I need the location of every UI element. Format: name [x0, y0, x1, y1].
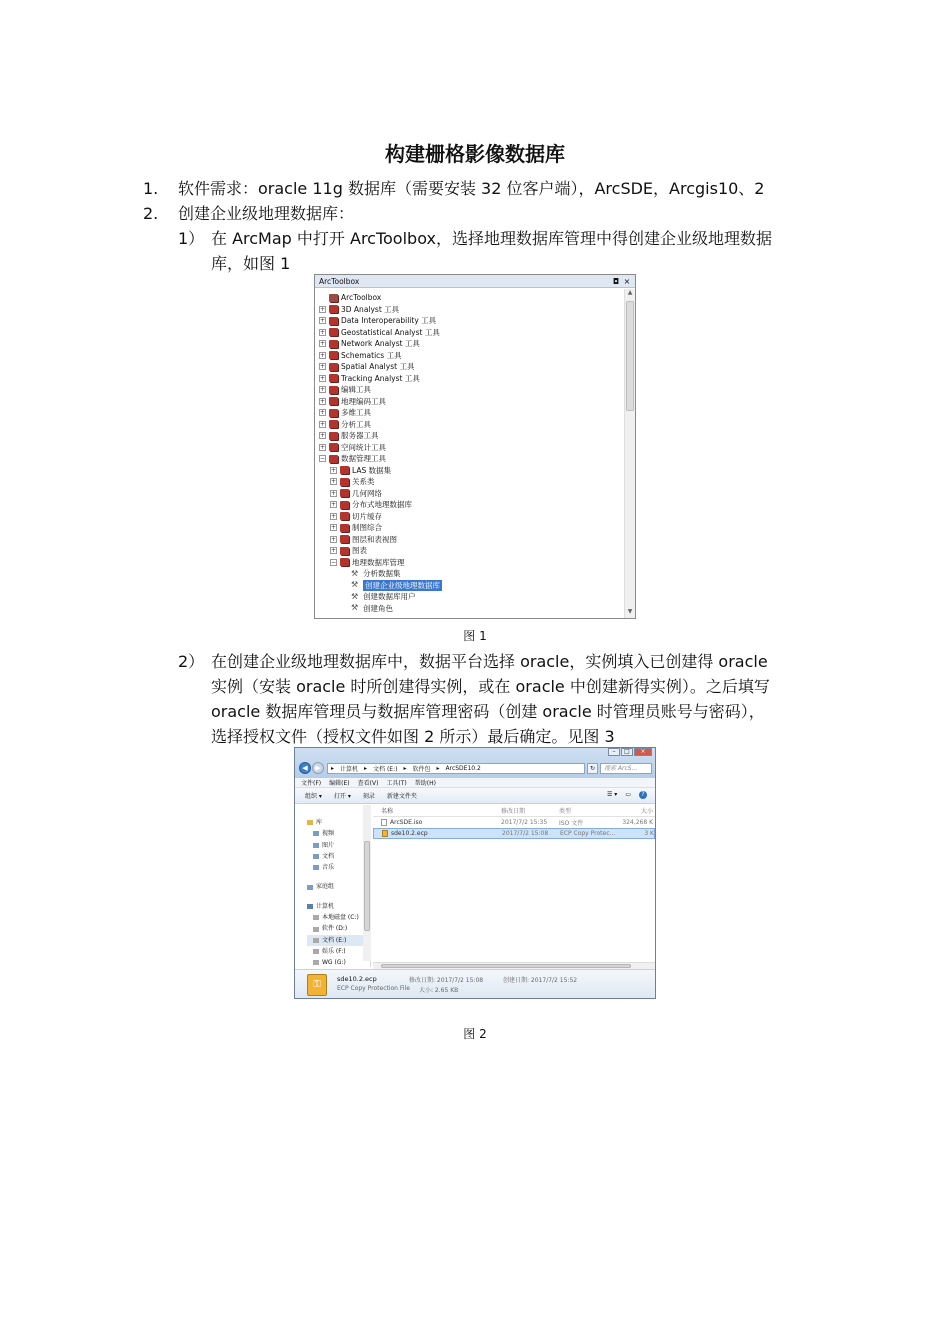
toolbox-icon: [329, 363, 338, 371]
toolbox-icon: [329, 340, 338, 348]
tree-item[interactable]: [319, 350, 624, 362]
address-crumb-1[interactable]: 计算机: [340, 766, 359, 773]
expand-toggle-icon[interactable]: +: [331, 489, 337, 497]
details-modified: 修改日期: 2017/7/2 15:08: [409, 977, 484, 984]
toolbox-icon: [329, 305, 338, 313]
toolbox-icon: [340, 547, 349, 555]
tree-item-label: Network Analyst 工具: [341, 339, 420, 348]
menu-file[interactable]: 文件(F): [301, 780, 322, 787]
toolbox-icon: [329, 455, 338, 463]
horizontal-scrollbar[interactable]: [373, 962, 655, 969]
toolbox-icon: [329, 432, 338, 440]
col-type[interactable]: 类型: [559, 808, 572, 815]
nav-library-item[interactable]: [307, 851, 370, 862]
spacer: [341, 593, 348, 600]
step1-line-2: 库，如图 1: [211, 254, 291, 273]
step2-line-3: oracle 数据库管理员与数据库管理密码（创建 oracle 时管理员账号与密码），: [211, 702, 765, 721]
expand-toggle-icon[interactable]: +: [331, 547, 337, 555]
toolbox-icon: [329, 374, 338, 382]
tree-root-label: ArcToolbox: [341, 293, 382, 302]
nav-item-label: 文档: [322, 852, 335, 860]
expand-toggle-icon[interactable]: +: [320, 340, 326, 348]
nav-item-label: 图片: [322, 841, 335, 849]
nav-drive-item[interactable]: [307, 935, 370, 946]
col-date[interactable]: 修改日期: [501, 808, 526, 815]
create-gdb-heading: 创建企业级地理数据库：: [178, 204, 355, 223]
expand-toggle-icon[interactable]: −: [331, 558, 337, 566]
software-requirements: 软件需求：oracle 11g 数据库（需要安装 32 位客户端），ArcSDE，Arcgis10、2: [178, 179, 765, 198]
list-number-2: 2.: [143, 204, 159, 223]
expand-toggle-icon[interactable]: −: [320, 455, 326, 463]
tree-item[interactable]: [319, 396, 624, 408]
menu-view[interactable]: 查看(V): [357, 780, 379, 787]
figure-2-caption: 图 2: [463, 1027, 487, 1041]
homegroup-icon: [307, 885, 313, 890]
column-headers: [373, 805, 655, 817]
menu-edit[interactable]: 编辑(E): [329, 780, 350, 787]
refresh-icon[interactable]: ↻: [587, 763, 598, 774]
expand-toggle-icon[interactable]: +: [320, 317, 326, 325]
nav-libraries-label: 库: [316, 819, 323, 826]
nav-computer-label: 计算机: [316, 902, 335, 910]
toolbox-icon: [340, 466, 349, 474]
preview-pane-icon[interactable]: ▭: [625, 791, 631, 798]
tree-item-label: 几何网络: [352, 488, 382, 498]
file-name: ArcSDE.iso: [390, 819, 423, 826]
library-icon: [307, 820, 313, 825]
toolbox-icon: [329, 328, 338, 336]
key-file-icon: ⚿: [307, 974, 327, 996]
file-size: 3 K: [644, 830, 654, 837]
command-bar: [295, 788, 655, 804]
expand-toggle-icon[interactable]: +: [320, 397, 326, 405]
open-button[interactable]: 打开 ▾: [333, 793, 351, 800]
tree-item[interactable]: [319, 545, 624, 557]
library-folder-icon: [313, 843, 319, 848]
nav-drive-item[interactable]: [307, 912, 370, 923]
scroll-thumb[interactable]: [626, 301, 634, 411]
tree-item[interactable]: [319, 476, 624, 488]
tree-item[interactable]: [319, 557, 624, 569]
expand-toggle-icon[interactable]: +: [320, 363, 326, 371]
toolbox-scrollbar[interactable]: [624, 289, 635, 618]
details-created: 创建日期: 2017/7/2 15:52: [503, 977, 578, 984]
tree-item-label: 数据管理工具: [341, 454, 386, 463]
file-name: sde10.2.ecp: [391, 830, 428, 837]
help-icon[interactable]: ?: [639, 791, 647, 799]
nav-item-label: 音乐: [322, 864, 335, 872]
tree-item[interactable]: [319, 384, 624, 396]
tree-item[interactable]: [319, 304, 624, 316]
tree-item[interactable]: [319, 591, 624, 603]
new-folder-button[interactable]: 新建文件夹: [386, 793, 417, 800]
tree-item[interactable]: [319, 442, 624, 454]
col-size[interactable]: 大小: [640, 808, 653, 815]
tree-item-label: 切片缓存: [352, 511, 382, 521]
step-number-2: 2）: [178, 652, 205, 671]
spacer: [341, 582, 348, 589]
toolbox-icon: [329, 443, 338, 451]
details-size: 大小: 2.65 KB: [419, 987, 459, 994]
step-number-1: 1）: [178, 229, 205, 248]
tree-item[interactable]: [319, 338, 624, 350]
nav-item-label: 文档 (E:): [322, 936, 347, 944]
close-icon[interactable]: ×: [623, 276, 631, 286]
navigation-pane: [295, 805, 371, 967]
tree-item-label: 创建企业级地理数据库: [365, 580, 440, 590]
tree-item-label: 3D Analyst 工具: [341, 304, 400, 314]
toolbox-icon: [329, 386, 338, 394]
view-options-icon[interactable]: ☰ ▾: [607, 791, 618, 798]
tree-item[interactable]: [319, 465, 624, 477]
toolbox-icon: [340, 478, 349, 486]
tree-item[interactable]: [319, 534, 624, 546]
tree-item-label: 制图综合: [352, 523, 382, 532]
spacer: [341, 605, 348, 612]
library-folder-icon: [313, 831, 319, 836]
scroll-thumb[interactable]: [381, 964, 631, 968]
tree-item-label: Data Interoperability 工具: [341, 316, 437, 325]
tree-item-label: 空间统计工具: [341, 442, 386, 452]
step2-line-2: 实例（安装 oracle 时所创建得实例，或在 oracle 中创建新得实例）。之后填写: [211, 677, 770, 696]
explorer-titlebar: [295, 748, 655, 778]
tree-item-label: 创建角色: [363, 603, 393, 613]
expand-toggle-icon[interactable]: +: [331, 466, 337, 474]
file-row[interactable]: [373, 817, 655, 828]
nav-library-item[interactable]: [307, 862, 370, 873]
file-row-selected[interactable]: [373, 828, 655, 839]
address-sep-icon: ▸: [364, 765, 368, 772]
expand-toggle-icon[interactable]: +: [331, 512, 337, 520]
tree-item-label: 图层和表视图: [352, 534, 397, 544]
tree-item-label: LAS 数据集: [352, 465, 392, 475]
view-controls: [599, 791, 647, 799]
minimize-icon[interactable]: –: [608, 748, 620, 756]
tree-item[interactable]: [319, 361, 624, 373]
tree-item-label: 创建数据库用户: [363, 592, 416, 601]
tree-item[interactable]: [319, 315, 624, 327]
nav-item-label: 软件 (D:): [322, 925, 348, 933]
tree-item-label: 地理数据库管理: [352, 557, 405, 567]
menu-tools[interactable]: 工具(T): [386, 780, 407, 787]
tree-item[interactable]: [319, 499, 624, 511]
nav-library-item[interactable]: [307, 840, 370, 851]
step2-line-4: 选择授权文件（授权文件如图 2 所示）最后确定。见图 3: [211, 727, 615, 746]
tree-item-label: 地理编码工具: [341, 396, 386, 406]
drive-icon: [313, 927, 319, 932]
tree-item[interactable]: [319, 603, 624, 615]
window-controls: [607, 748, 652, 756]
expand-toggle-icon[interactable]: +: [320, 305, 326, 313]
hammer-icon: ⚒: [351, 580, 359, 590]
toolbox-icon: [329, 351, 338, 359]
hammer-icon: ⚒: [351, 568, 359, 578]
step2-line-1: 在创建企业级地理数据库中，数据平台选择 oracle，实例填入已创建得 oracle: [211, 652, 768, 671]
toolbox-icon: [329, 420, 338, 428]
address-crumb-4[interactable]: ArcSDE10.2: [445, 765, 481, 772]
navigation-scrollbar[interactable]: [363, 805, 371, 961]
arctoolbox-window: [314, 274, 636, 619]
tree-item[interactable]: [319, 419, 624, 431]
nav-drive-item[interactable]: [307, 946, 370, 957]
back-arrow-icon[interactable]: ◀: [299, 762, 311, 774]
expand-toggle-icon[interactable]: +: [331, 535, 337, 543]
nav-item-label: 本地磁盘 (C:): [322, 914, 359, 922]
tree-item[interactable]: [319, 511, 624, 523]
menu-bar: [295, 778, 655, 788]
toolbox-icon: [340, 512, 349, 520]
burn-button[interactable]: 刻录: [362, 793, 375, 800]
toolbox-icon: [329, 294, 338, 302]
details-filename: sde10.2.ecp: [337, 975, 377, 983]
col-name[interactable]: 名称: [381, 808, 394, 815]
hammer-icon: ⚒: [351, 591, 359, 601]
search-input[interactable]: 搜索 ArcS...: [600, 763, 652, 774]
tree-item[interactable]: [319, 373, 624, 385]
tree-item[interactable]: [319, 327, 624, 339]
toolbox-icon: [340, 558, 349, 566]
address-sep-icon: ▸: [331, 765, 335, 772]
file-list: [373, 805, 655, 965]
address-bar[interactable]: [327, 763, 585, 774]
license-file-icon: [382, 830, 388, 837]
expand-toggle-icon[interactable]: +: [331, 501, 337, 509]
nav-computer[interactable]: [307, 901, 370, 912]
nav-homegroup[interactable]: [307, 881, 370, 892]
file-date: 2017/7/2 15:08: [502, 830, 549, 837]
toolbox-icon: [340, 524, 349, 532]
tree-item[interactable]: [319, 407, 624, 419]
drive-icon: [313, 938, 319, 943]
expand-toggle-icon[interactable]: +: [320, 374, 326, 382]
expand-toggle-icon[interactable]: +: [320, 432, 326, 440]
address-sep-icon: ▸: [403, 765, 407, 772]
nav-libraries[interactable]: [307, 817, 370, 828]
toolbox-icon: [340, 535, 349, 543]
tree-item-label: 服务器工具: [341, 431, 379, 440]
details-pane: [295, 969, 656, 999]
toolbox-icon: [340, 489, 349, 497]
step1-line-1: 在 ArcMap 中打开 ArcToolbox，选择地理数据库管理中得创建企业级地理数据: [211, 229, 772, 248]
expand-toggle-icon[interactable]: +: [320, 443, 326, 451]
tree-item-label: 多维工具: [341, 408, 371, 417]
expand-toggle-icon[interactable]: +: [331, 478, 337, 486]
nav-buttons: [299, 762, 325, 774]
tree-item-label: Geostatistical Analyst 工具: [341, 327, 440, 337]
toolbox-icon: [329, 397, 338, 405]
toolbox-icon: [329, 409, 338, 417]
scroll-up-icon[interactable]: ▲: [627, 289, 633, 296]
maximize-icon[interactable]: □: [621, 748, 633, 756]
scroll-down-icon[interactable]: ▼: [627, 608, 633, 615]
tree-item-label: 编辑工具: [341, 385, 371, 394]
pin-icon[interactable]: ◘: [612, 276, 620, 286]
hammer-icon: ⚒: [351, 603, 359, 613]
drive-icon: [313, 949, 319, 954]
address-crumb-3[interactable]: 软件包: [412, 766, 431, 773]
menu-help[interactable]: 帮助(H): [414, 780, 436, 787]
address-sep-icon: ▸: [436, 765, 440, 772]
nav-item-label: 视频: [322, 830, 335, 838]
expand-toggle-icon[interactable]: +: [320, 351, 326, 359]
address-crumb-2[interactable]: 文档 (E:): [373, 766, 398, 773]
tree-item-label: 分析工具: [341, 419, 371, 429]
nav-item-label: WG (G:): [322, 959, 346, 967]
expand-toggle-icon[interactable]: +: [320, 420, 326, 428]
expand-toggle-icon[interactable]: +: [320, 409, 326, 417]
tree-root[interactable]: [319, 292, 624, 304]
nav-drive-item[interactable]: [307, 923, 370, 934]
toolbox-icon: [329, 317, 338, 325]
tree-item-label: Tracking Analyst 工具: [341, 373, 420, 383]
scroll-thumb[interactable]: [364, 841, 370, 931]
tree-item-label: 图表: [352, 546, 367, 555]
organize-button[interactable]: 组织 ▾: [305, 793, 322, 800]
toolbox-tree: [315, 289, 624, 618]
expand-toggle-icon[interactable]: +: [320, 386, 326, 394]
file-type: ISO 文件: [559, 820, 584, 827]
list-number-1: 1.: [143, 179, 159, 198]
arctoolbox-title: ArcToolbox: [319, 276, 360, 286]
tree-item[interactable]: [319, 568, 624, 580]
nav-library-item[interactable]: [307, 828, 370, 839]
forward-arrow-icon[interactable]: ▶: [312, 762, 324, 774]
tree-item[interactable]: [319, 453, 624, 465]
close-icon[interactable]: ×: [634, 748, 652, 756]
tree-item-label: 分布式地理数据库: [352, 500, 412, 509]
tree-item[interactable]: [319, 580, 624, 592]
tree-item-label: 关系类: [352, 477, 375, 486]
arctoolbox-titlebar: [315, 275, 635, 288]
figure-1-caption: 图 1: [463, 629, 487, 643]
tree-item-label: Schematics 工具: [341, 350, 402, 360]
toolbox-icon: [340, 501, 349, 509]
spacer: [341, 570, 348, 577]
library-folder-icon: [313, 854, 319, 859]
expand-toggle-icon[interactable]: +: [320, 328, 326, 336]
expand-toggle-icon[interactable]: +: [331, 524, 337, 532]
nav-item-label: 娱乐 (F:): [322, 947, 346, 955]
file-size: 324,268 K: [622, 819, 653, 826]
tree-item-label: Spatial Analyst 工具: [341, 362, 415, 371]
nav-homegroup-label: 家庭组: [316, 883, 335, 891]
tree-item-label: 分析数据集: [363, 569, 401, 578]
root-spacer: [319, 294, 326, 301]
details-filetype: ECP Copy Protection File: [337, 985, 410, 992]
tree-item[interactable]: [319, 522, 624, 534]
document-title: 构建栅格影像数据库: [385, 142, 565, 166]
drive-icon: [313, 915, 319, 920]
nav-drive-item[interactable]: [307, 957, 370, 968]
tree-item[interactable]: [319, 430, 624, 442]
file-type: ECP Copy Protec...: [560, 830, 616, 837]
library-folder-icon: [313, 865, 319, 870]
computer-icon: [307, 904, 313, 909]
file-date: 2017/7/2 15:35: [501, 819, 548, 826]
tree-item[interactable]: [319, 488, 624, 500]
explorer-window: [294, 747, 656, 999]
drive-icon: [313, 960, 319, 965]
iso-file-icon: [381, 819, 387, 826]
